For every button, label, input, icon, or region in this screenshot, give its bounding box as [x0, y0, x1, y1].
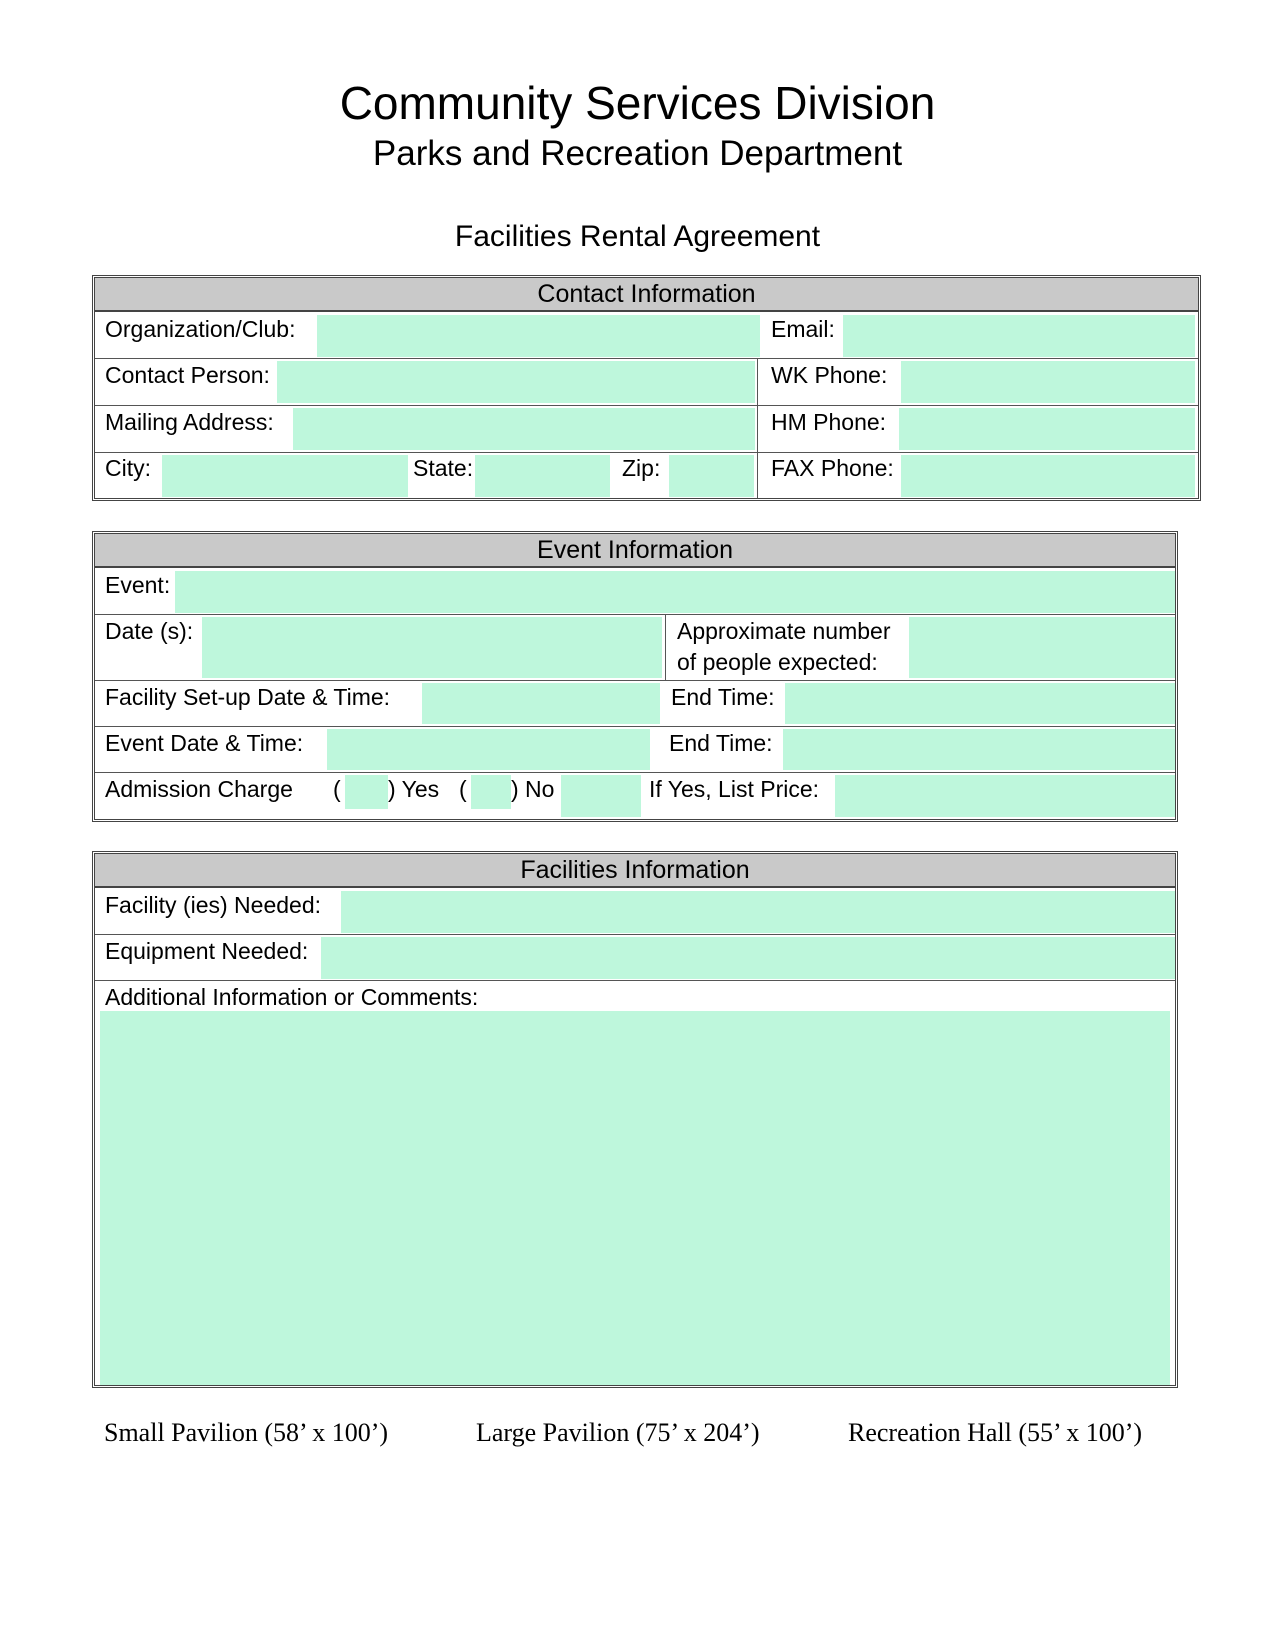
contact-person-label: Contact Person:: [105, 362, 270, 388]
email-label: Email:: [771, 316, 835, 342]
setup-end-time-label: End Time:: [671, 684, 775, 710]
event-datetime-label: Event Date & Time:: [105, 730, 304, 756]
event-end-time-label: End Time:: [669, 730, 773, 756]
facilities-section-heading: Facilities Information: [95, 854, 1175, 888]
no-open-paren: (: [459, 776, 467, 802]
equipment-needed-field[interactable]: [321, 937, 1175, 979]
contact-information-section: [92, 275, 1201, 501]
setup-datetime-field[interactable]: [422, 683, 660, 724]
admission-yes-label: ) Yes: [388, 776, 440, 802]
zip-label: Zip:: [622, 455, 661, 481]
event-datetime-field[interactable]: [327, 729, 650, 770]
organization-field[interactable]: [317, 315, 760, 357]
email-field[interactable]: [843, 315, 1195, 357]
contact-person-field[interactable]: [277, 361, 755, 403]
fax-phone-label: FAX Phone:: [771, 455, 894, 481]
large-pavilion-text: Large Pavilion (75’ x 204’): [476, 1418, 760, 1447]
mailing-address-label: Mailing Address:: [105, 409, 274, 435]
hm-phone-label: HM Phone:: [771, 409, 887, 435]
hm-phone-field[interactable]: [899, 408, 1195, 450]
admission-extra-field[interactable]: [561, 775, 641, 817]
comments-field[interactable]: [100, 1011, 1170, 1385]
event-end-time-field[interactable]: [783, 729, 1175, 770]
wk-phone-field[interactable]: [901, 361, 1195, 403]
facilities-needed-label: Facility (ies) Needed:: [105, 892, 322, 918]
recreation-hall-text: Recreation Hall (55’ x 100’): [848, 1418, 1143, 1447]
zip-field[interactable]: [669, 455, 754, 497]
list-price-label: If Yes, List Price:: [649, 776, 820, 802]
dates-label: Date (s):: [105, 618, 194, 644]
state-label: State:: [413, 455, 474, 481]
city-label: City:: [105, 455, 151, 481]
approx-people-label-line1: Approximate number: [677, 618, 891, 644]
facilities-information-section: [92, 851, 1178, 1388]
yes-open-paren: (: [333, 776, 341, 802]
list-price-field[interactable]: [835, 775, 1175, 817]
admission-no-box[interactable]: [471, 775, 511, 809]
event-field[interactable]: [175, 571, 1175, 613]
facilities-needed-field[interactable]: [341, 891, 1175, 933]
division-title: Community Services Division: [339, 77, 936, 129]
contact-section-heading: Contact Information: [95, 278, 1198, 312]
setup-datetime-label: Facility Set-up Date & Time:: [105, 684, 391, 710]
organization-label: Organization/Club:: [105, 316, 296, 342]
comments-label: Additional Information or Comments:: [105, 984, 479, 1010]
approx-people-field[interactable]: [909, 617, 1175, 678]
approx-people-label-line2: of people expected:: [677, 649, 878, 675]
admission-no-label: ) No: [511, 776, 555, 802]
event-section-heading: Event Information: [95, 534, 1175, 568]
event-information-section: [92, 531, 1178, 822]
event-label: Event:: [105, 572, 171, 598]
city-field[interactable]: [162, 455, 408, 497]
dates-field[interactable]: [202, 617, 662, 678]
equipment-needed-label: Equipment Needed:: [105, 938, 309, 964]
small-pavilion-text: Small Pavilion (58’ x 100’): [104, 1418, 389, 1447]
state-field[interactable]: [475, 455, 610, 497]
form-title: Facilities Rental Agreement: [454, 220, 821, 253]
department-title: Parks and Recreation Department: [372, 134, 903, 173]
fax-phone-field[interactable]: [901, 455, 1195, 497]
mailing-address-field[interactable]: [293, 408, 755, 450]
admission-charge-label: Admission Charge: [105, 776, 293, 802]
wk-phone-label: WK Phone:: [771, 362, 888, 388]
admission-yes-box[interactable]: [345, 775, 388, 809]
setup-end-time-field[interactable]: [785, 683, 1175, 724]
